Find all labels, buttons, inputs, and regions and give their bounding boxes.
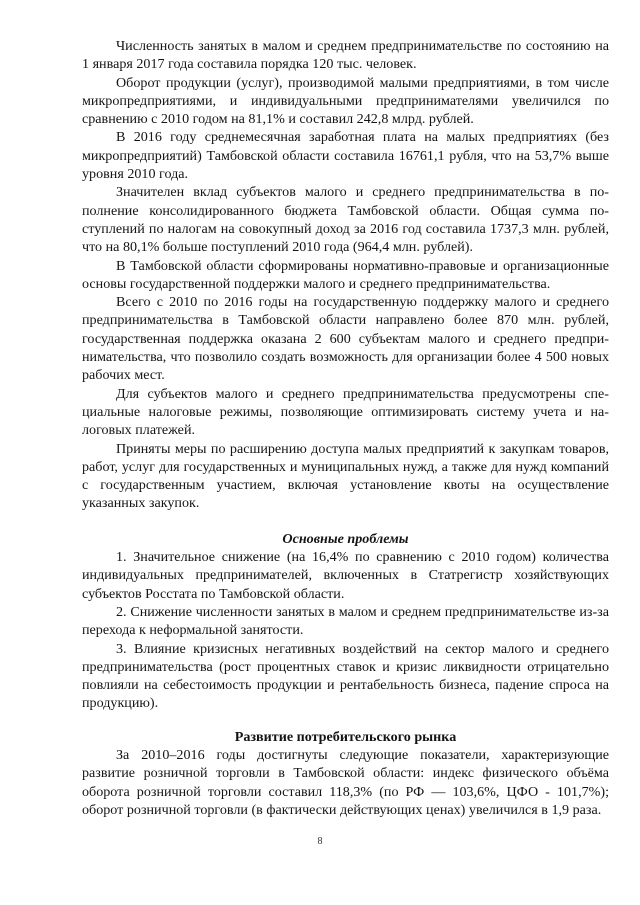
- paragraph-salary: В 2016 году среднемесячная заработная плата на малых предприятиях (без микропредприятий) Тамбовской области составила 16761,1 рубля, что на 53,7% выше уровня 2010 года.: [82, 129, 609, 183]
- paragraph-employment: Численность занятых в малом и среднем предпринимательстве по состоянию на 1 января 2017 года составила порядка 120 тыс. человек.: [82, 38, 609, 73]
- problem-item-1: 1. Значительное снижение (на 16,4% по сравнению с 2010 годом) количества индивидуальных предпринимателей, включенных в Статрегистр хозяйствующих субъектов Росстата по Тамбовской области.: [82, 549, 609, 602]
- paragraph-tax-regimes: Для субъектов малого и среднего предпринимательства предусмотрены специальные налоговые режимы, позволяющие оптимизировать систему учета и налоговых платежей.: [82, 385, 609, 439]
- paragraph-retail: За 2010–2016 годы достигнуты следующие показатели, характеризующие развитие розничной торговли в Тамбовской области: индекс физического объёма оборота розничной торговли составил 118,3% (по РФ — 103,6%, ЦФО - 101,7%); оборот розничной торговли (в фактически действующих ценах) увеличился в 1,9 раза.: [82, 746, 609, 818]
- problem-item-3: 3. Влияние кризисных негативных воздействий на сектор малого и среднего предпринимательства (рост процентных ставок и кризис ликвидности отрицательно повлияли на себестоимость продукции и рентабельность бизнеса, падение спроса на продукцию).: [82, 640, 609, 712]
- paragraph-turnover: Оборот продукции (услуг), производимой малыми предприятиями, в том числе микропредприятиями, и индивидуальными предпринимателями увеличился по сравнению с 2010 годом на 81,1% и составил 242,8 млрд. рублей.: [82, 74, 609, 128]
- paragraph-budget: Значителен вклад субъектов малого и среднего предпринимательства в пополнение консолидированного бюджета Тамбовской области. Общая сумма поступлений по налогам на совокупный доход за 2016 год составила 1737,3 млн. рублей, что на 80,1% больше поступлений 2010 года (964,4 млн. рублей).: [82, 184, 609, 256]
- paragraph-state-support: Всего с 2010 по 2016 годы на государственную поддержку малого и среднего предпринимательства в Тамбовской области направлено более 870 млн. рублей, государственная поддержка оказана 2 600 субъектам малого и среднего предпринимательства, что позволило создать возможность для организации более 4 500 новых рабочих мест.: [82, 294, 609, 384]
- problem-item-2: 2. Снижение численности занятых в малом и среднем предпринимательстве из-за перехода к неформальной занятости.: [82, 603, 609, 639]
- paragraph-procurement: Приняты меры по расширению доступа малых предприятий к закупкам товаров, работ, услуг для государственных и муниципальных нужд, а также для нужд компаний с государственным участием, включая установление квоты на осуществление указанных закупок.: [82, 440, 609, 512]
- page-number: 8: [317, 836, 323, 847]
- problems-heading: Основные проблемы: [282, 530, 409, 547]
- consumer-market-heading: Развитие потребительского рынка: [234, 728, 457, 745]
- paragraph-legal-basis: В Тамбовской области сформированы нормативно-правовые и организационные основы государственной поддержки малого и среднего предпринимательства.: [82, 257, 609, 292]
